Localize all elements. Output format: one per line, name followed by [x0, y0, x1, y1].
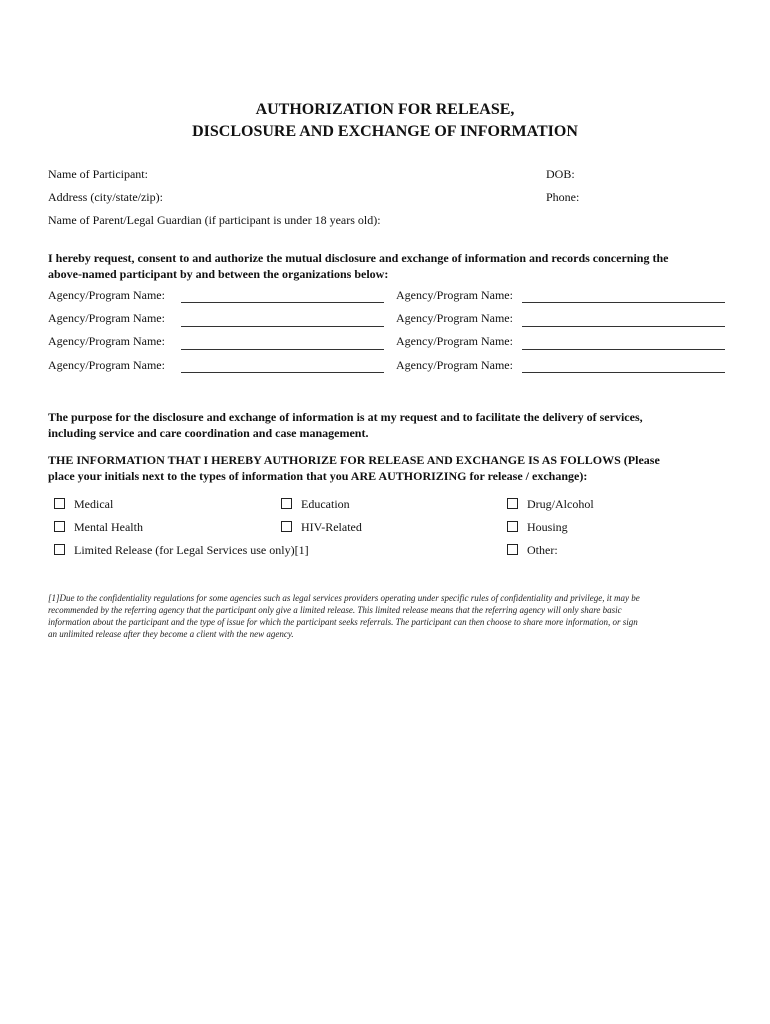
agency-label-left-4: Agency/Program Name:: [48, 358, 165, 372]
drug-alcohol-label: Drug/Alcohol: [527, 497, 594, 511]
agency-label-left-2: Agency/Program Name:: [48, 311, 165, 325]
guardian-label: Name of Parent/Legal Guardian (if participant is under 18 years old):: [48, 213, 381, 227]
education-label: Education: [301, 497, 350, 511]
medical-checkbox[interactable]: [54, 498, 65, 509]
purpose-paragraph: [48, 409, 728, 441]
housing-checkbox[interactable]: [507, 521, 518, 532]
agency-field-right-1[interactable]: [522, 302, 725, 303]
authorization-paragraph: [48, 452, 728, 484]
agency-field-right-4[interactable]: [522, 372, 725, 373]
form-title-line2: DISCLOSURE AND EXCHANGE OF INFORMATION: [192, 123, 578, 140]
agency-label-right-1: Agency/Program Name:: [396, 288, 513, 302]
footnote-line3: information about the participant and the type of issue for which the participant seeks referrals. The participant can then choose to share more information, or sign: [48, 617, 638, 627]
agency-field-left-2[interactable]: [181, 326, 384, 327]
agency-label-right-3: Agency/Program Name:: [396, 334, 513, 348]
agency-label-right-4: Agency/Program Name:: [396, 358, 513, 372]
purpose-line2: including service and care coordination and case management.: [48, 426, 369, 440]
dob-label: DOB:: [546, 167, 575, 181]
purpose-line1: The purpose for the disclosure and exchange of information is at my request and to facilitate the delivery of services,: [48, 410, 643, 424]
agency-label-left-3: Agency/Program Name:: [48, 334, 165, 348]
agency-label-left-1: Agency/Program Name:: [48, 288, 165, 302]
housing-label: Housing: [527, 520, 568, 534]
other-checkbox[interactable]: [507, 544, 518, 555]
footnote-line2: recommended by the referring agency that the participant only give a limited release. This limited release means that the referring agency will only share basic: [48, 605, 622, 615]
education-checkbox[interactable]: [281, 498, 292, 509]
agency-field-right-2[interactable]: [522, 326, 725, 327]
authorization-line1: THE INFORMATION THAT I HEREBY AUTHORIZE FOR RELEASE AND EXCHANGE IS AS FOLLOWS (Please: [48, 453, 660, 467]
footnote-line1: [1]Due to the confidentiality regulations for some agencies such as legal services providers operating under specific rules of confidentiality and privilege, it may be: [48, 593, 640, 603]
hiv-related-checkbox[interactable]: [281, 521, 292, 532]
agency-field-left-3[interactable]: [181, 349, 384, 350]
mental-health-label: Mental Health: [74, 520, 143, 534]
authorization-line2: place your initials next to the types of information that you ARE AUTHORIZING for release / exchange):: [48, 469, 588, 483]
address-label: Address (city/state/zip):: [48, 190, 163, 204]
consent-line2: above-named participant by and between the organizations below:: [48, 267, 389, 281]
limited-release-checkbox[interactable]: [54, 544, 65, 555]
agency-field-left-1[interactable]: [181, 302, 384, 303]
footnote-line4: an unlimited release after they become a client with the new agency.: [48, 629, 294, 639]
hiv-related-label: HIV-Related: [301, 520, 362, 534]
phone-label: Phone:: [546, 190, 580, 204]
form-title-line1: AUTHORIZATION FOR RELEASE,: [255, 101, 515, 118]
medical-label: Medical: [74, 497, 114, 511]
mental-health-checkbox[interactable]: [54, 521, 65, 532]
other-label: Other:: [527, 543, 558, 557]
participant-name-label: Name of Participant:: [48, 167, 148, 181]
footnote: [48, 592, 728, 640]
consent-paragraph: [48, 250, 728, 282]
agency-field-right-3[interactable]: [522, 349, 725, 350]
consent-line1: I hereby request, consent to and authorize the mutual disclosure and exchange of information and records concerning the: [48, 251, 669, 265]
drug-alcohol-checkbox[interactable]: [507, 498, 518, 509]
agency-label-right-2: Agency/Program Name:: [396, 311, 513, 325]
limited-release-label: Limited Release (for Legal Services use only)[1]: [74, 543, 309, 557]
agency-field-left-4[interactable]: [181, 372, 384, 373]
